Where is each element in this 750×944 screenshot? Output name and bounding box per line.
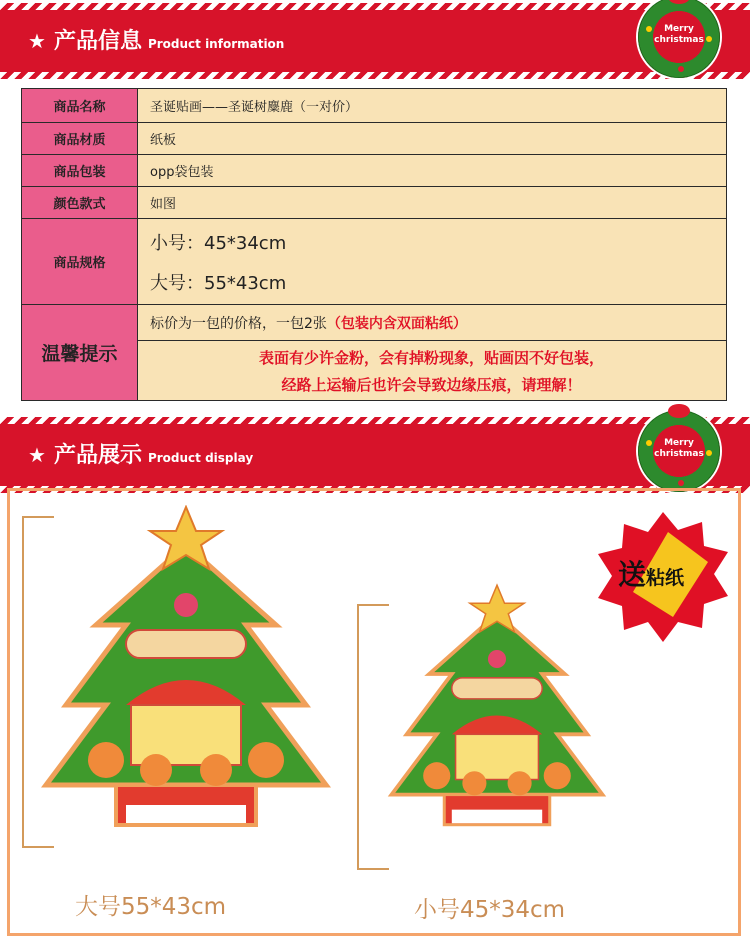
tip-warning (138, 341, 727, 401)
table-row-label: 商品包装 (22, 155, 138, 187)
table-row-value: 如图 (138, 187, 727, 219)
table-row-label: 商品材质 (22, 123, 138, 155)
christmas-tree-sticker-large (36, 505, 336, 867)
section-title-info: ★ 产品信息 Product information (28, 29, 285, 54)
spec-values (138, 219, 727, 305)
christmas-wreath-icon: Merry christmas (638, 410, 720, 492)
table-row-value: 纸板 (138, 123, 727, 155)
spec-large: 大号：55*43cm (150, 272, 287, 294)
tip-line-3: 经路上运输后也许会导致边缘压痕，请理解！ (281, 375, 582, 394)
star-icon: ★ (28, 29, 46, 53)
tip-line-2: 表面有少许金粉，会有掉粉现象，贴画因不好包装， (258, 348, 604, 367)
spec-small: 小号：45*34cm (150, 232, 287, 254)
product-info-table (21, 88, 727, 401)
table-row-value: 圣诞贴画——圣诞树麋鹿（一对价） (138, 89, 727, 123)
caption-large: 大号55*43cm (75, 894, 227, 920)
caption-small: 小号45*34cm (414, 897, 566, 923)
tip-line-1: 标价为一包的价格，一包2张（包装内含双面粘纸） (138, 305, 727, 341)
tip-label: 温馨提示 (22, 305, 138, 401)
table-row-label: 商品名称 (22, 89, 138, 123)
table-row-value: opp袋包装 (138, 155, 727, 187)
badge-text: 送粘纸 (618, 558, 685, 591)
star-icon: ★ (28, 443, 46, 467)
christmas-wreath-icon: Merry christmas (638, 0, 720, 78)
table-row-label: 颜色款式 (22, 187, 138, 219)
section-title-display: ★ 产品展示 Product display (28, 443, 254, 468)
christmas-tree-sticker-small (384, 575, 610, 865)
spec-label: 商品规格 (22, 219, 138, 305)
